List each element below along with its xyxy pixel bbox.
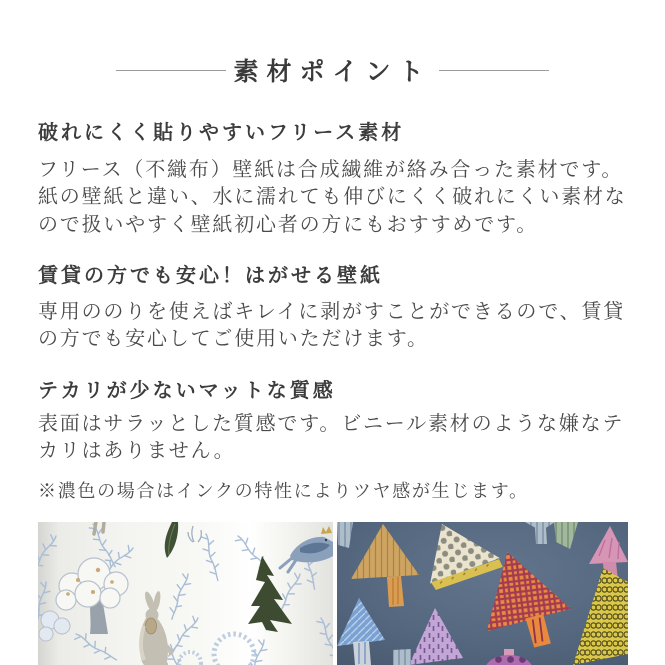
- body-line: 紙の壁紙と違い、水に濡れても伸びにくく破れにくい素材な: [38, 186, 627, 209]
- woodland-pattern-wallpaper-photo: [38, 522, 333, 665]
- body-matte-texture: [38, 411, 624, 466]
- note-dark-color-gloss: ※濃色の場合はインクの特性によりツヤ感が生じます。: [38, 481, 529, 501]
- title-right-rule: [439, 70, 549, 71]
- colorful-trees-wallpaper-photo: [337, 522, 628, 665]
- body-line: の方でも安心してご使用いただけます。: [38, 328, 429, 351]
- body-line: 専用ののりを使えばキレイに剥がすことができるので、賃貸: [38, 301, 625, 323]
- body-removable-wallpaper: [38, 299, 625, 354]
- heading-fleece-material: 破れにくく貼りやすいフリース素材: [38, 122, 405, 144]
- striped-trunk-bottom: [393, 649, 411, 665]
- body-line: フリース（不織布）壁紙は合成繊維が絡み合った素材です。: [38, 159, 624, 181]
- heading-matte-texture: テカリが少ないマットな質感: [38, 380, 336, 402]
- body-line: 表面はサラッとした質感です。ビニール素材のような嫌なテ: [38, 413, 625, 435]
- body-fleece-material: [38, 157, 627, 239]
- heading-removable-wallpaper: 賃貸の方でも安心！はがせる壁紙: [38, 265, 383, 287]
- page-title: 素材ポイント: [233, 58, 432, 86]
- body-line: カリはありません。: [38, 440, 236, 463]
- body-line: ので扱いやすく壁紙初心者の方にもおすすめです。: [38, 213, 538, 236]
- wallpaper-sample-photos: [38, 522, 628, 665]
- title-row: [0, 54, 665, 86]
- title-left-rule: [116, 70, 226, 71]
